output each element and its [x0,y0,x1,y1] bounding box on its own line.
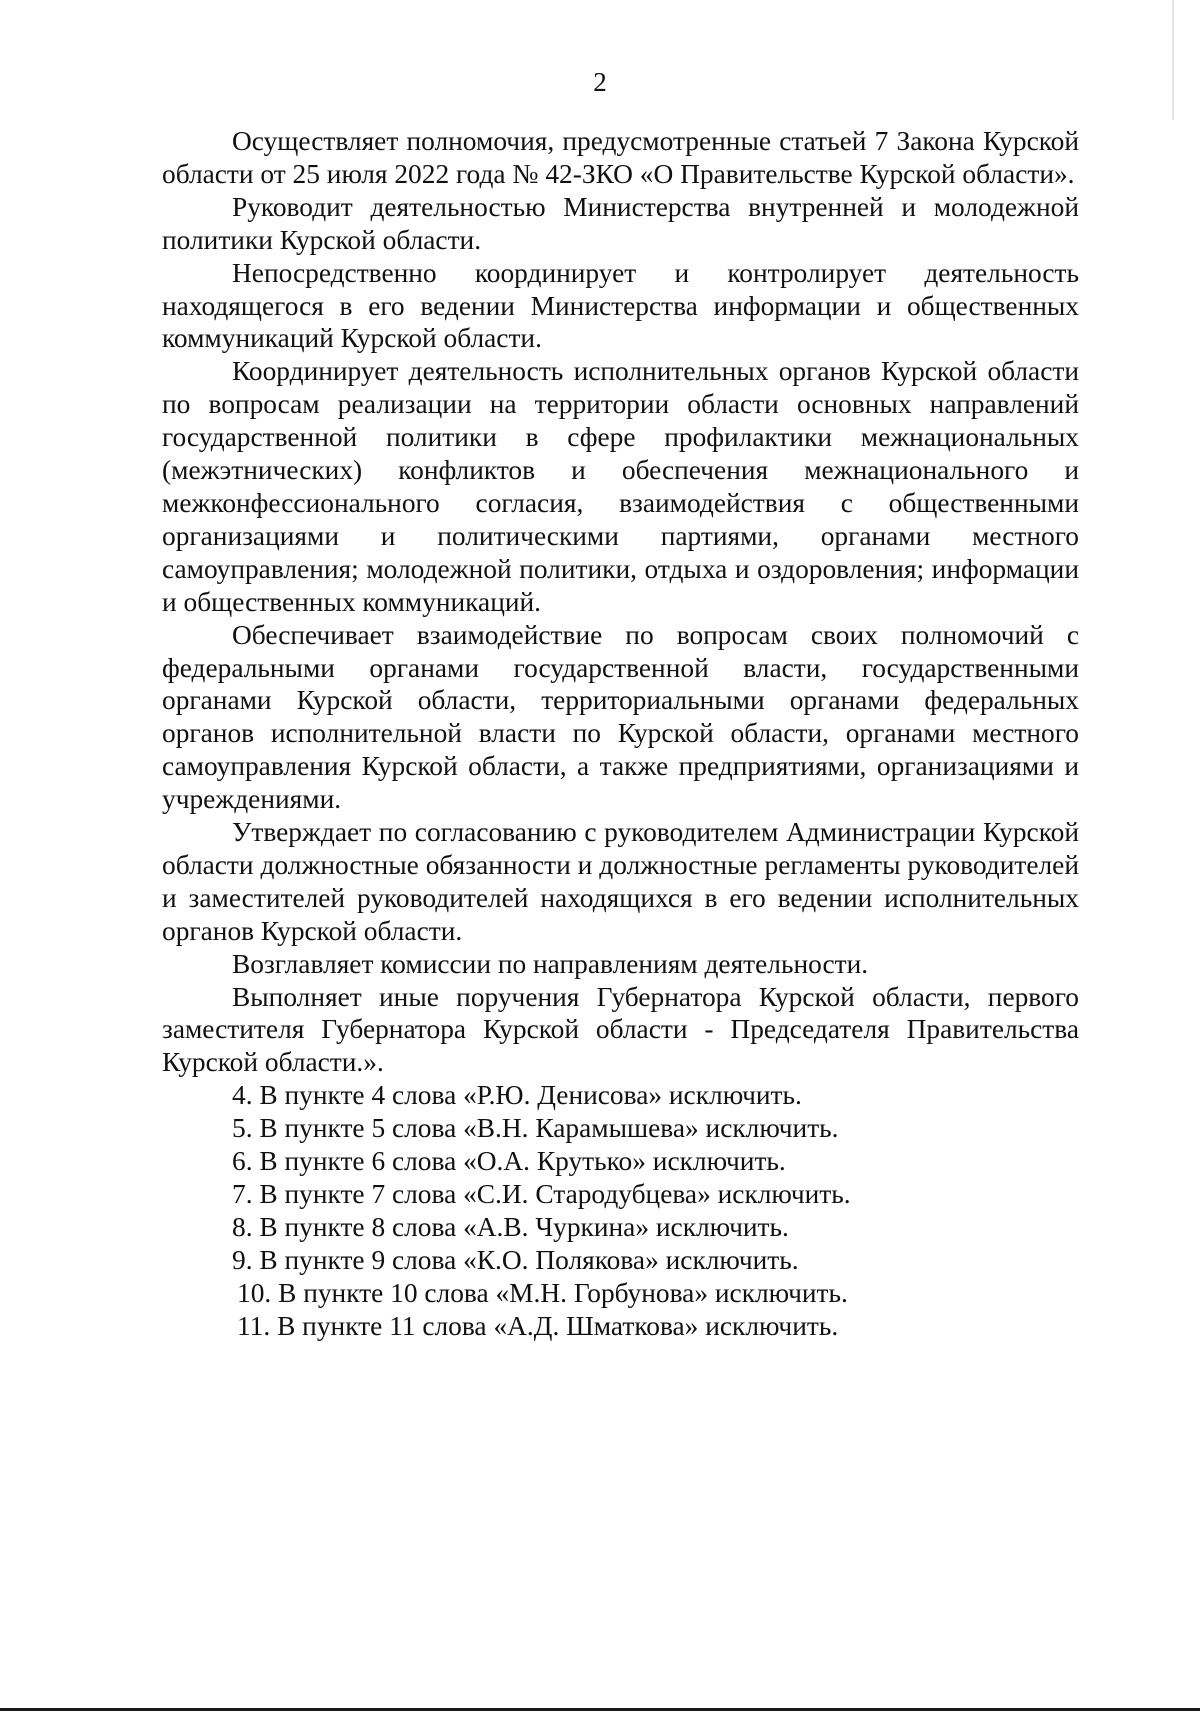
paragraph-coordination-executive-bodies: Координирует деятельность исполнительных органов Курской области по вопросам реализации на территории области основных направлений государственной политики в сфере профилактики межнациональных (межэтнических) конфликтов и обеспечения межнационального и межконфессионального согласия, взаимодействия с общественными организациями и политическими партиями, органами местного самоуправления; молодежной политики, отдыха и оздоровления; информации и общественных коммуникаций. [162,356,1079,617]
paragraph-interaction: Обеспечивает взаимодействие по вопросам своих полномочий с федеральными органами государственной власти, государственными органами Курской области, территориальными органами федеральных органов исполнительной власти по Курской области, органами местного самоуправления Курской области, а также предприятиями, организациями и учреждениями. [162,619,1079,815]
paragraph-other-assignments: Выполняет иные поручения Губернатора Курской области, первого заместителя Губернатора Курской области - Председателя Правительства Курской области.». [162,981,1079,1078]
list-item: 9. В пункте 9 слова «К.О. Полякова» исключить. [232,1244,799,1275]
list-item: 7. В пункте 7 слова «С.И. Стародубцева» исключить. [232,1179,851,1209]
paragraph-powers: Осуществляет полномочия, предусмотренные статьей 7 Закона Курской области от 25 июля 2022 года № 42-ЗКО «О Правительстве Курской области». [162,126,1079,189]
list-item: 4. В пункте 4 слова «Р.Ю. Денисова» исключить. [232,1080,802,1111]
list-item: 5. В пункте 5 слова «В.Н. Карамышева» исключить. [232,1113,839,1144]
document-body [162,125,1079,1343]
paragraph-approval: Утверждает по согласованию с руководителем Администрации Курской области должностные обязанности и должностные регламенты руководителей и заместителей руководителей находящихся в его ведении исполнительных органов Курской области. [162,817,1079,946]
paragraph-ministry-management: Руководит деятельностью Министерства внутренней и молодежной политики Курской области. [162,191,1079,255]
list-item: 10. В пункте 10 слова «М.Н. Горбунова» исключить. [237,1277,848,1308]
list-item: 6. В пункте 6 слова «О.А. Крутько» исключить. [232,1146,786,1177]
paragraph-commissions: Возглавляет комиссии по направлениям деятельности. [232,948,869,979]
page-number: 2 [593,67,607,97]
list-item: 11. В пункте 11 слова «А.Д. Шматкова» исключить. [237,1310,839,1341]
list-item: 8. В пункте 8 слова «А.В. Чуркина» исключить. [232,1211,789,1242]
scan-bottom-edge [0,1708,1200,1711]
scan-edge-shadow [1172,0,1174,120]
paragraph-coordination-control: Непосредственно координирует и контролирует деятельность находящегося в его ведении Министерства информации и общественных коммуникаций Курской области. [162,257,1079,354]
